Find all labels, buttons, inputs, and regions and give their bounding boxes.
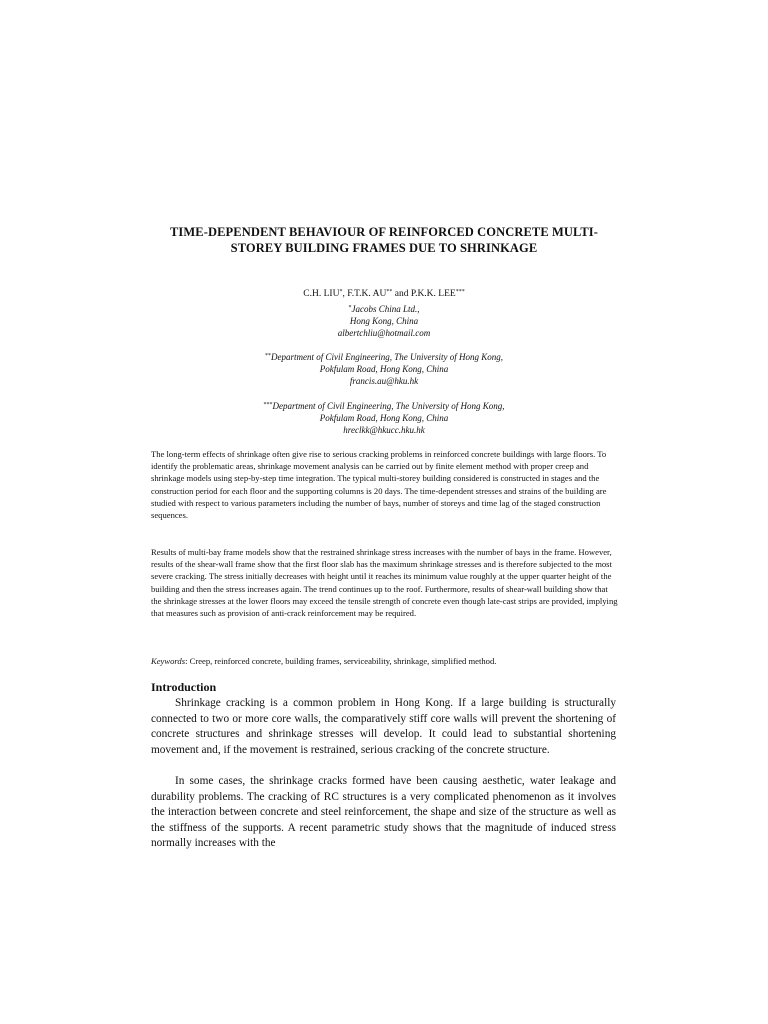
affiliation-3-mark: ***	[263, 402, 273, 408]
affiliation-1-line-2: Hong Kong, China	[349, 316, 419, 326]
affiliation-3-line-1: Department of Civil Engineering, The University of Hong Kong,	[272, 401, 505, 411]
affiliation-2-mark: **	[265, 353, 271, 359]
title-line-2: STOREY BUILDING FRAMES DUE TO SHRINKAGE	[230, 241, 538, 255]
abstract-paragraph-1: The long-term effects of shrinkage often give rise to serious cracking problems in reinforced concrete buildings with large floors. To identify the problematic areas, shrinkage movement analysis can be carried out by finite element method with proper creep and shrinkage models using step-by-step time integration. The typical multi-storey building considered is constructed in stages and the construction period for each floor and the supporting columns is 20 days. The time-dependent stresses and strains of the building are studied with respect to various parameters including the number of bays, number of storeys and time lag of the staged construction sequences.	[151, 449, 607, 521]
keywords-list: : Creep, reinforced concrete, building frames, serviceability, shrinkage, simplified method.	[185, 656, 497, 666]
affiliation-2	[150, 350, 618, 387]
title-line-1: TIME-DEPENDENT BEHAVIOUR OF REINFORCED CONCRETE MULTI-	[169, 225, 599, 239]
keywords-label: Keywords	[151, 656, 186, 666]
author-1: C.H. LIU	[303, 289, 340, 299]
affiliation-2-line-2: Pokfulam Road, Hong Kong, China	[319, 364, 449, 374]
affiliation-1-mark: *	[348, 305, 352, 311]
affiliation-3-email: hreclkk@hkucc.hku.hk	[343, 425, 425, 435]
author-3: and P.K.K. LEE	[392, 289, 456, 299]
author-2-mark: **	[386, 289, 393, 295]
affiliation-1-line-1: Jacobs China Ltd.,	[351, 304, 420, 314]
affiliation-2-line-1: Department of Civil Engineering, The University of Hong Kong,	[271, 352, 503, 362]
keywords	[151, 655, 618, 667]
affiliation-1	[150, 302, 618, 339]
introduction-paragraph-2	[151, 774, 616, 852]
author-2: , F.T.K. AU	[342, 289, 387, 299]
body-paragraph: In some cases, the shrinkage cracks formed have been causing aesthetic, water leakage and durability problems. The cracking of RC structures is a very complicated phenomenon as it involves the interaction between concrete and steel reinforcement, the shape and size of the structure as well as the stiffness of the supports. A recent parametric study shows that the magnitude of induced stress normally increases with the	[151, 775, 616, 850]
author-1-mark: *	[339, 289, 343, 295]
body-paragraph: Shrinkage cracking is a common problem in Hong Kong. If a large building is structurally connected to two or more core walls, the comparatively stiff core walls will prevent the shortening of concrete structures and shrinkage stresses will develop. It could lead to substantial shortening movement and, if the movement is restrained, serious cracking of the concrete structure.	[151, 697, 616, 756]
affiliation-3-line-2: Pokfulam Road, Hong Kong, China	[319, 413, 449, 423]
author-3-mark: ***	[455, 289, 465, 295]
abstract-paragraph-2: Results of multi-bay frame models show that the restrained shrinkage stress increases with the number of bays in the frame. However, results of the shear-wall frame show that the first floor slab has the maximum shrinkage stresses and is therefore subjected to the most severe cracking. The stress initially decreases with height until it reaches its minimum value roughly at the upper quarter height of the building and then the stress increases again. The trend continues up to the roof. Furthermore, results of shear-wall building show that the shrinkage stresses at the lower floors may exceed the tensile strength of concrete even though late-cast strips are provided, implying that measures such as provision of anti-crack reinforcement may be required.	[151, 547, 618, 619]
author-list	[150, 286, 618, 300]
affiliation-2-email: francis.au@hku.hk	[349, 376, 419, 386]
section-heading-introduction: Introduction	[151, 680, 217, 694]
affiliation-3	[150, 399, 618, 436]
introduction-paragraph-1	[151, 696, 616, 758]
paper-title	[150, 224, 618, 256]
affiliation-1-email: albertchliu@hotmail.com	[337, 328, 431, 338]
